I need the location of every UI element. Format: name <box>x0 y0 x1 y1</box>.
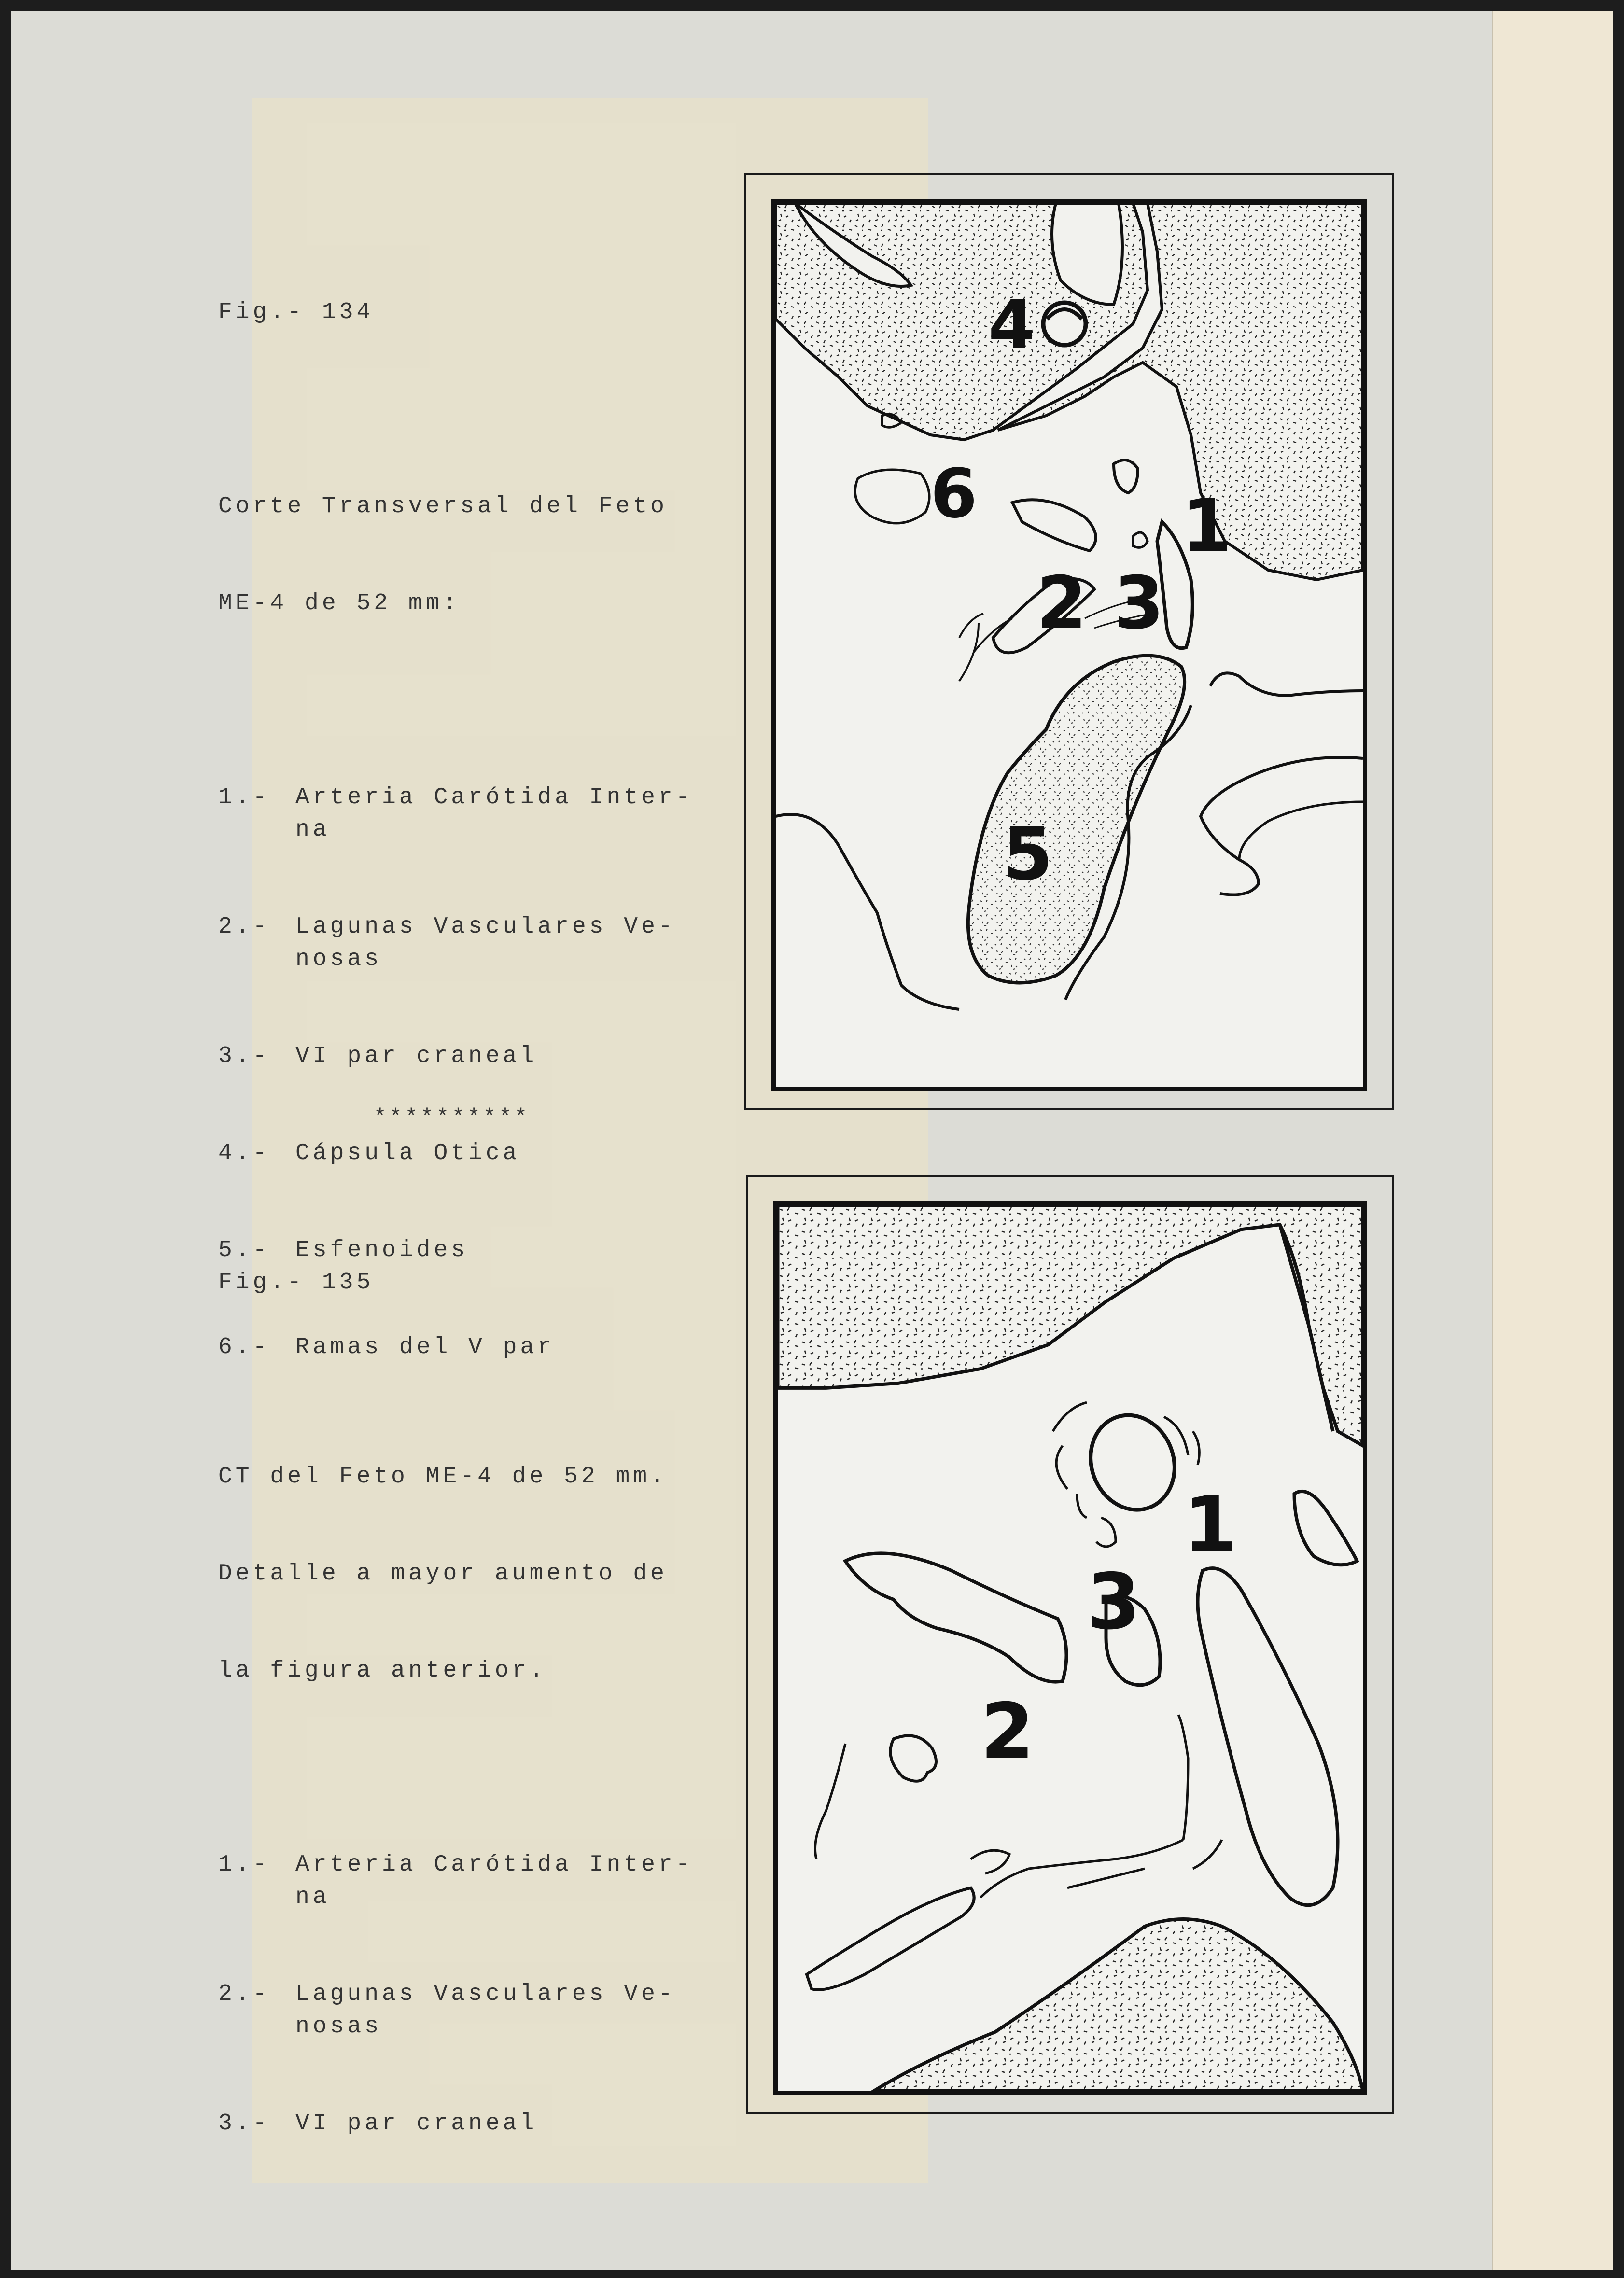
fig135-svg <box>778 1205 1363 2091</box>
fig134-frame <box>744 173 1394 1110</box>
fig134-item-6: 6.- Ramas del V par <box>218 1334 555 1360</box>
page-edge-strip <box>1492 11 1613 2270</box>
fig134-drawing <box>771 199 1367 1091</box>
fig134-item-5: 5.- Esfenoides <box>218 1237 469 1263</box>
fig134-item-4: 4.- Cápsula Otica <box>218 1140 520 1166</box>
fig134-desc-line-2: ME-4 de 52 mm: <box>218 590 461 616</box>
fig135-item-3: 3.- VI par craneal <box>218 2110 538 2137</box>
fig134-label-4: 4 <box>988 286 1036 364</box>
fig134-label-1: 1 <box>1181 484 1232 568</box>
fig135-frame <box>746 1175 1394 2114</box>
fig135-title: Fig.- 135 <box>218 1270 374 1296</box>
fig135-desc-line-1: CT del Feto ME-4 de 52 mm. <box>218 1464 668 1490</box>
fig135-desc-line-2: Detalle a mayor aumento de <box>218 1561 668 1587</box>
fig135-label-1: 1 <box>1183 1480 1237 1570</box>
fig135-item-1: 1.- Arteria Carótida Inter- na <box>218 1852 693 1910</box>
fig135-label-3: 3 <box>1087 1557 1141 1647</box>
fig135-desc-line-3: la figura anterior. <box>218 1658 547 1684</box>
fig135-drawing <box>773 1201 1367 2095</box>
fig135-label-2: 2 <box>980 1687 1035 1776</box>
fig134-label-6: 6 <box>930 455 978 533</box>
section-separator: ********** <box>374 1105 531 1130</box>
fig134-svg <box>776 203 1363 1087</box>
fig134-item-1: 1.- Arteria Carótida Inter- na <box>218 784 693 843</box>
fig134-label-2: 2 <box>1036 561 1087 645</box>
fig134-item-2: 2.- Lagunas Vasculares Ve- nosas <box>218 914 676 972</box>
fig135-item-2: 2.- Lagunas Vasculares Ve- nosas <box>218 1981 676 2040</box>
fig134-label-5: 5 <box>1003 812 1053 896</box>
fig134-title: Fig.- 134 <box>218 299 374 325</box>
fig135-caption <box>218 1202 740 2172</box>
fig134-desc-line-1: Corte Transversal del Feto <box>218 493 668 519</box>
fig134-label-3: 3 <box>1114 561 1164 645</box>
fig134-item-3: 3.- VI par craneal <box>218 1043 538 1069</box>
